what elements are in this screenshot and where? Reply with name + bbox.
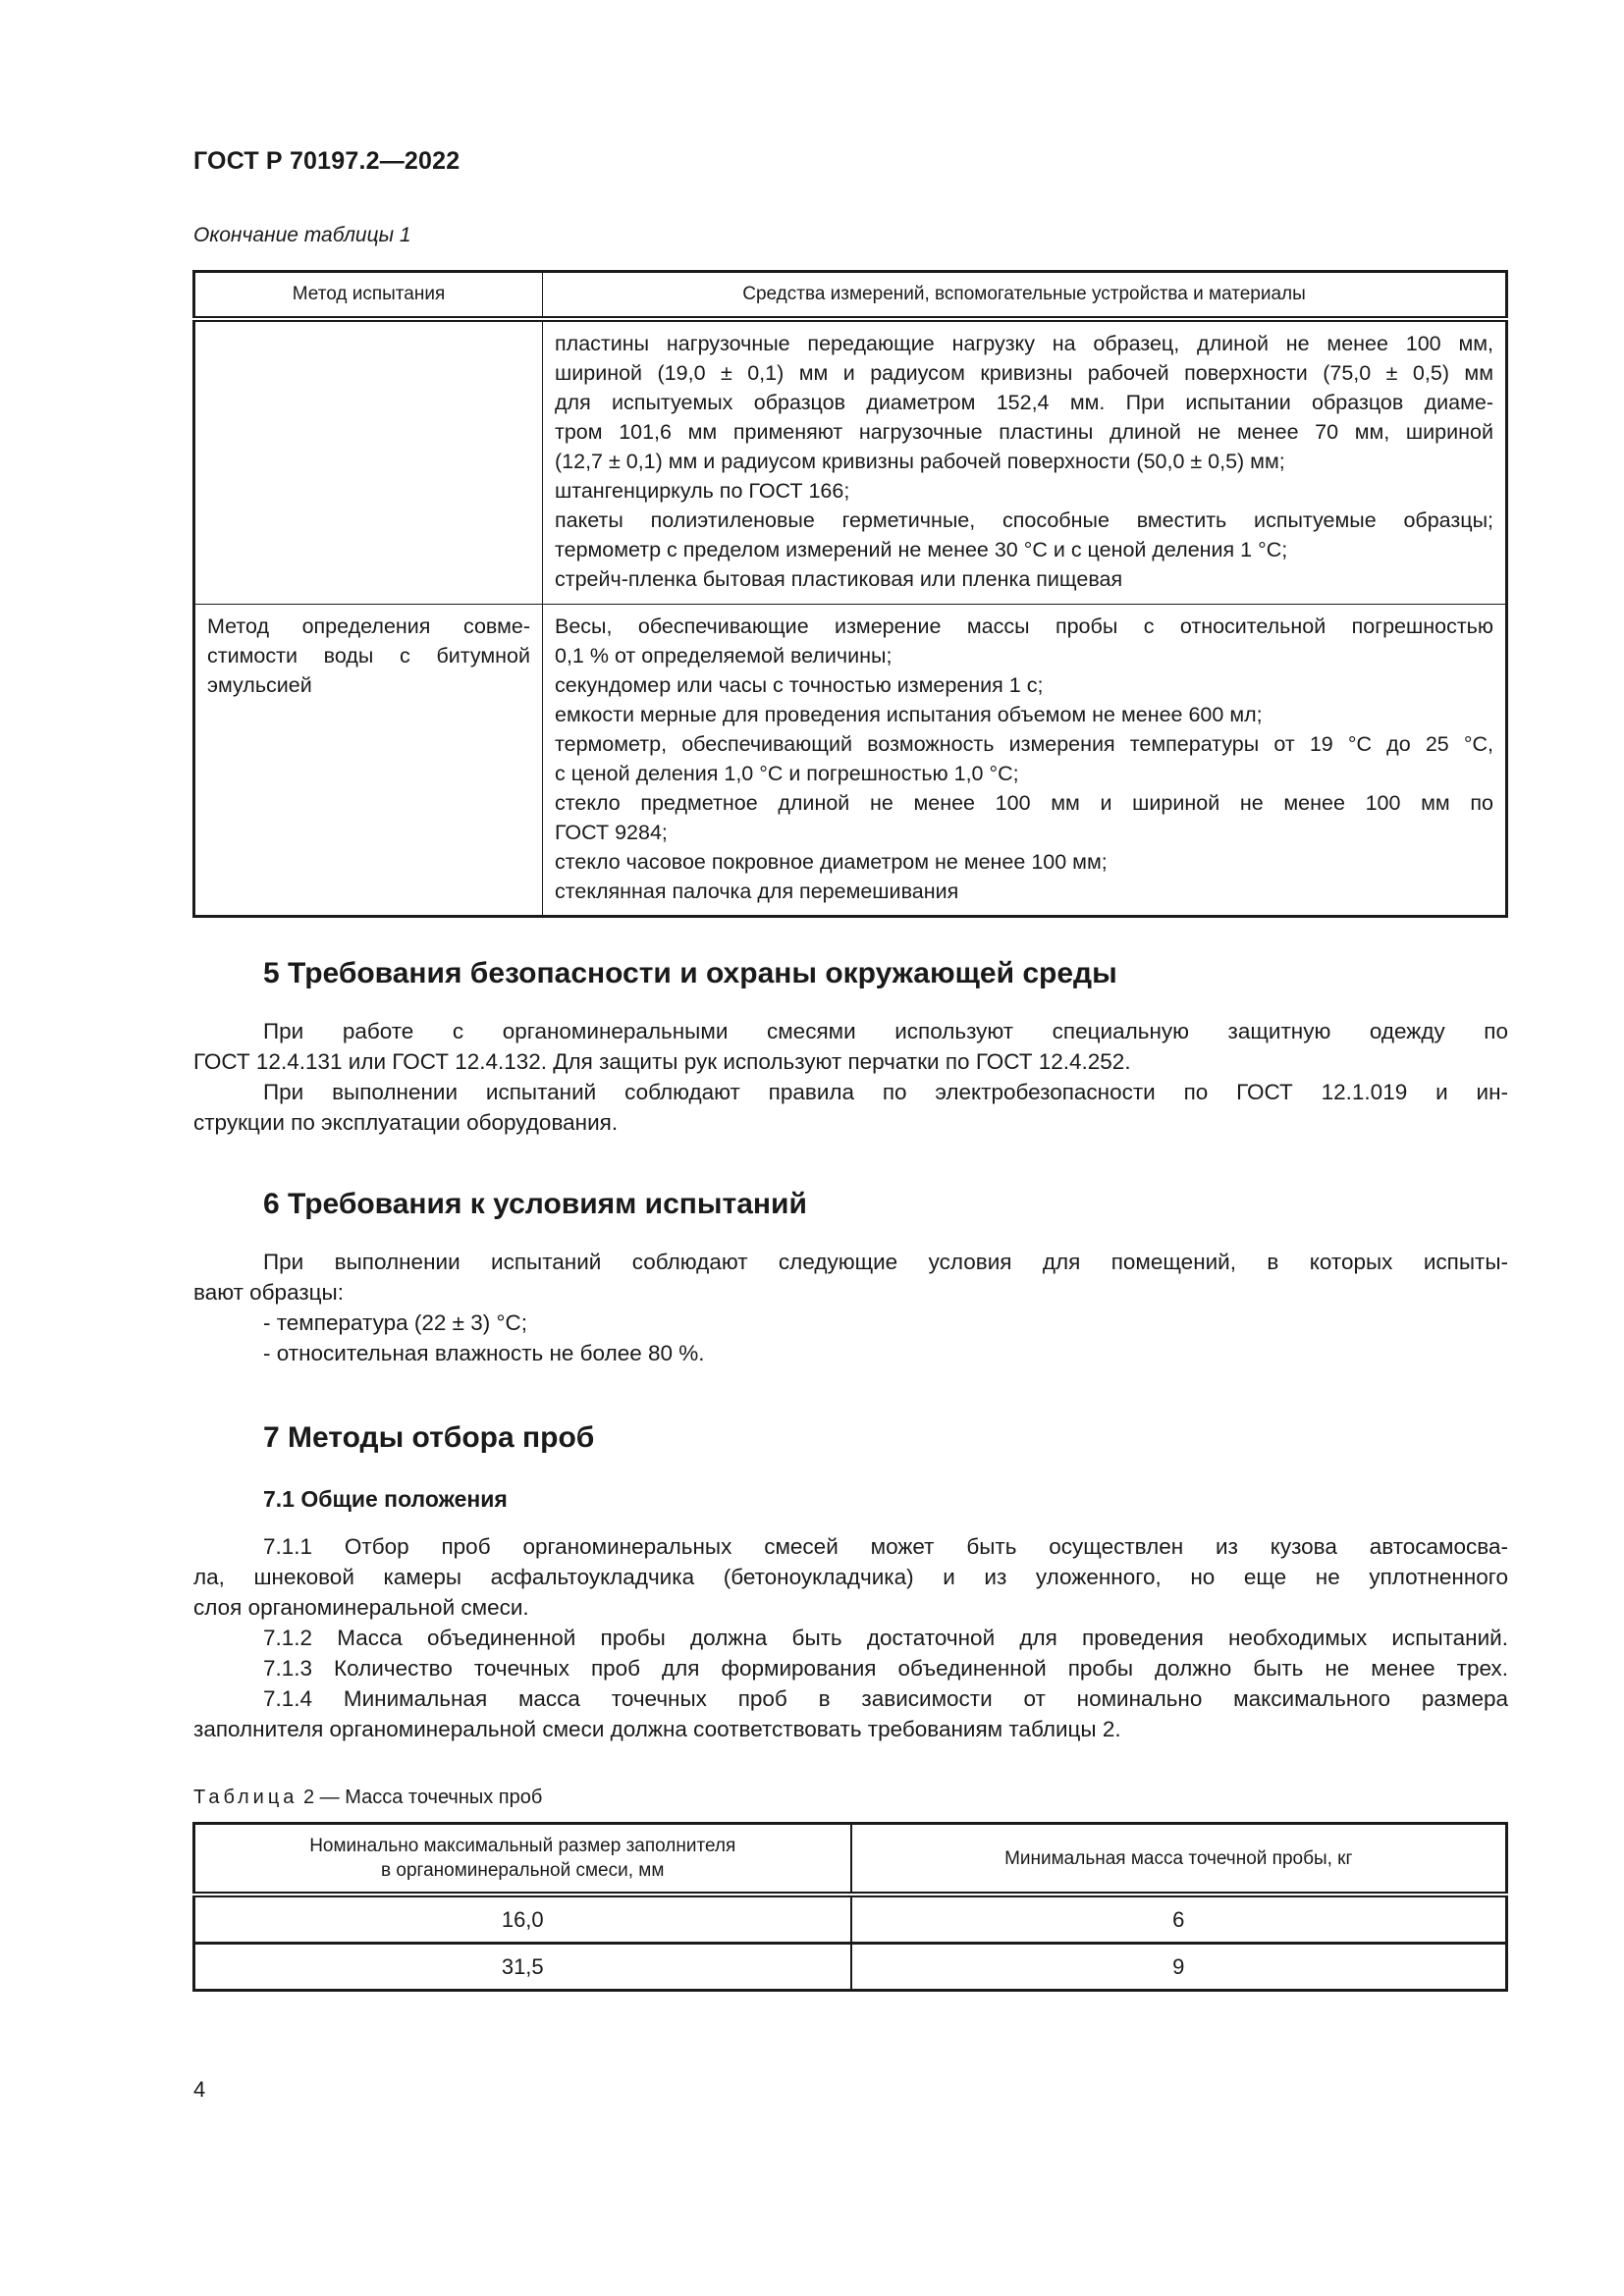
table-1-equipment — [192, 270, 1508, 918]
section-5-heading: 5 Требования безопасности и охраны окружающей среды — [263, 957, 1117, 989]
text-line: термометр с пределом измерений не менее 30 °С и с ценой деления 1 °С; — [555, 538, 1288, 561]
document-code: ГОСТ Р 70197.2—2022 — [193, 147, 460, 175]
text-line: эмульсией — [207, 672, 312, 697]
header-equipment: Средства измерений, вспомогательные устройства и материалы — [543, 272, 1507, 320]
cell-mass: 9 — [851, 1944, 1507, 1991]
text-line: емкости мерные для проведения испытания объемом не менее 600 мл; — [555, 702, 1263, 726]
text-line: ГОСТ 12.4.131 или ГОСТ 12.4.132. Для защиты рук используют перчатки по ГОСТ 12.4.252. — [193, 1049, 1131, 1074]
condition-item: - температура (22 ± 3) °С; — [263, 1310, 527, 1335]
text-line: Метод определения совме- — [207, 614, 530, 638]
text-line: штангенциркуль по ГОСТ 166; — [555, 479, 850, 503]
text-line: (12,7 ± 0,1) мм и радиусом кривизны рабочей поверхности (50,0 ± 0,5) мм; — [555, 450, 1285, 473]
section-6-heading: 6 Требования к условиям испытаний — [263, 1188, 807, 1220]
text-line: пакеты полиэтиленовые герметичные, способные вместить испытуемые образцы; — [555, 508, 1493, 532]
text-line: стекло часовое покровное диаметром не менее 100 мм; — [555, 849, 1108, 874]
table-caption-label: Таблица — [193, 1787, 298, 1808]
table-header-row — [194, 1824, 1507, 1896]
header-aggregate-size — [194, 1824, 851, 1896]
text-line: ла, шнековой камеры асфальтоукладчика (бетоноукладчика) и из уложенного, но еще не уплотненного — [193, 1565, 1508, 1589]
text-line: При выполнении испытаний соблюдают следующие условия для помещений, в которых испыты- — [263, 1250, 1508, 1274]
text-line: 7.1.3 Количество точечных проб для формирования объединенной пробы должно быть не менее трех. — [263, 1656, 1508, 1681]
text-line: При выполнении испытаний соблюдают правила по электробезопасности по ГОСТ 12.1.019 и ин- — [263, 1080, 1508, 1104]
text-line: Весы, обеспечивающие измерение массы пробы с относительной погрешностью — [555, 614, 1493, 638]
text-line: При работе с органоминеральными смесями используют специальную защитную одежду по — [263, 1019, 1508, 1043]
text-line: 7.1.2 Масса объединенной пробы должна быть достаточной для проведения необходимых испытаний. — [263, 1626, 1508, 1650]
text-line: заполнителя органоминеральной смеси должна соответствовать требованиям таблицы 2. — [193, 1717, 1121, 1741]
text-line: стимости воды с битумной — [207, 643, 530, 667]
cell-size: 16,0 — [194, 1895, 851, 1944]
text-line: вают образцы: — [193, 1280, 344, 1305]
text-line: струкции по эксплуатации оборудования. — [193, 1110, 619, 1135]
cell-equipment — [543, 604, 1507, 916]
text-line: тром 101,6 мм применяют нагрузочные пластины длиной не менее 70 мм, шириной — [555, 420, 1493, 444]
page-number: 4 — [193, 2077, 206, 2102]
text-line: пластины нагрузочные передающие нагрузку на образец, длиной не менее 100 мм, — [555, 332, 1493, 355]
section-7-heading: 7 Методы отбора проб — [263, 1421, 595, 1454]
table-row — [194, 319, 1507, 604]
section-5-paragraph-2 — [193, 1077, 1508, 1138]
text-line: секундомер или часы с точностью измерения 1 с; — [555, 672, 1044, 697]
header-min-mass — [851, 1824, 1507, 1896]
cell-equipment — [543, 319, 1507, 604]
text-line: шириной (19,0 ± 0,1) мм и радиусом кривизны рабочей поверхности (75,0 ± 0,5) мм — [555, 361, 1493, 385]
cell-method — [194, 604, 543, 916]
table-caption-title: 2 — Масса точечных проб — [302, 1787, 543, 1808]
cell-size: 31,5 — [194, 1944, 851, 1991]
section-7-paragraphs — [193, 1531, 1508, 1744]
condition-item: - относительная влажность не более 80 %. — [263, 1341, 705, 1365]
text-line: Минимальная масса точечной пробы, кг — [1004, 1847, 1353, 1869]
text-line: стекло предметное длиной не менее 100 мм и шириной не менее 100 мм по — [555, 790, 1493, 815]
table-row — [194, 1895, 1507, 1944]
text-line: 7.1.4 Минимальная масса точечных проб в зависимости от номинально максимального размера — [263, 1686, 1508, 1711]
text-line: для испытуемых образцов диаметром 152,4 мм. При испытании образцов диаме- — [555, 391, 1493, 414]
section-7-1-heading: 7.1 Общие положения — [263, 1486, 508, 1512]
text-line: 7.1.1 Отбор проб органоминеральных смесей может быть осуществлен из кузова автосамосва- — [263, 1534, 1508, 1559]
table-header-row — [194, 272, 1507, 320]
cell-mass: 6 — [851, 1895, 1507, 1944]
table-2-sample-mass — [192, 1822, 1508, 1992]
table-row — [194, 1944, 1507, 1991]
text-line: стеклянная палочка для перемешивания — [555, 879, 959, 903]
text-line: ГОСТ 9284; — [555, 820, 668, 844]
text-line: Номинально максимальный размер заполнителя — [309, 1836, 736, 1856]
section-5-paragraph-1 — [193, 1016, 1508, 1077]
table-2-caption — [193, 1787, 542, 1809]
text-line: термометр, обеспечивающий возможность измерения температуры от 19 °С до 25 °С, — [555, 731, 1493, 756]
text-line: в органоминеральной смеси, мм — [381, 1860, 665, 1881]
text-line: слоя органоминеральной смеси. — [193, 1595, 529, 1620]
cell-method — [194, 319, 543, 604]
table-row — [194, 604, 1507, 916]
text-line: стрейч-пленка бытовая пластиковая или пленка пищевая — [555, 567, 1123, 591]
section-6-intro — [193, 1247, 1508, 1368]
text-line: 0,1 % от определяемой величины; — [555, 643, 893, 667]
table-continuation-caption: Окончание таблицы 1 — [193, 224, 411, 246]
header-test-method: Метод испытания — [194, 272, 543, 320]
text-line: с ценой деления 1,0 °С и погрешностью 1,0 °С; — [555, 761, 1019, 785]
